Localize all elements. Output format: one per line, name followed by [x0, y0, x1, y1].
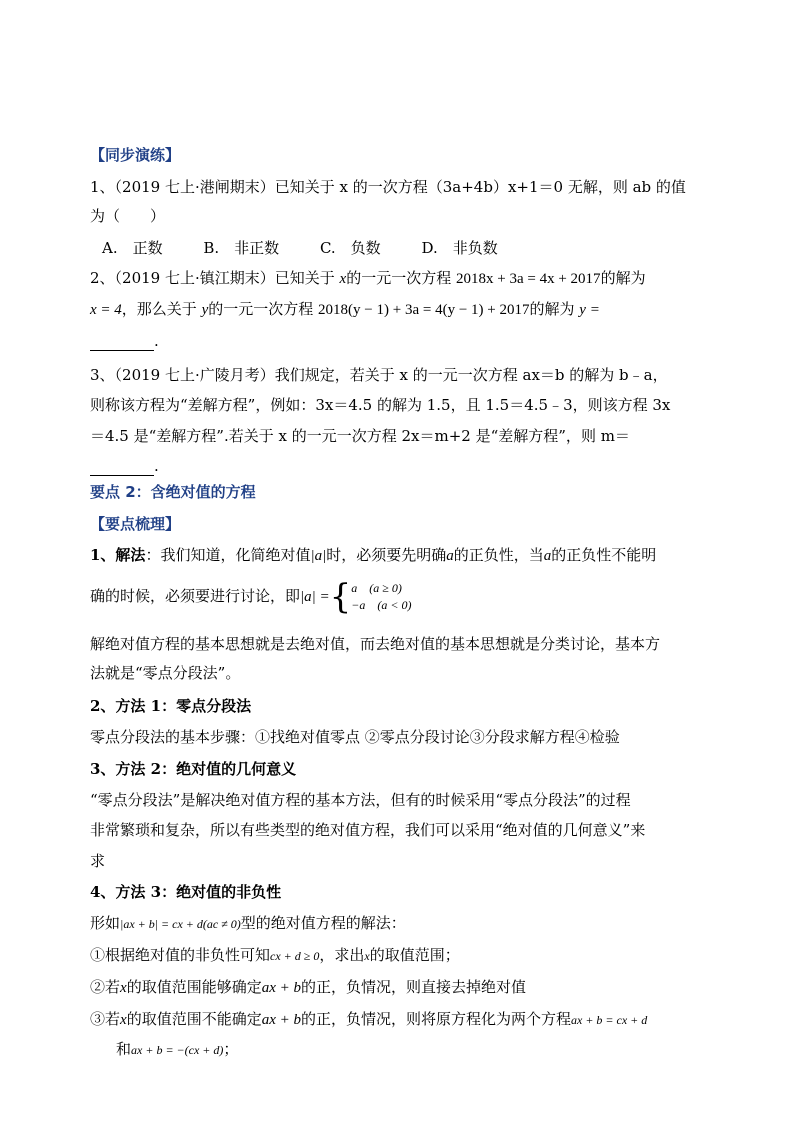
q2-answer-line — [90, 331, 159, 351]
p1-text-b: 时，必须要先明确 — [326, 546, 447, 564]
p4-step3-text-d: 和 — [116, 1040, 132, 1058]
q2-var-y: y — [201, 302, 209, 318]
p4-step3-text-c: 的正，负情况，则将原方程化为两个方程 — [300, 1010, 571, 1028]
p4-line3 — [90, 977, 526, 998]
p4-text-b: 型的绝对值方程的解法： — [240, 914, 406, 932]
p4-step2-var-x: x — [120, 980, 127, 996]
p3-title: 3、方法 2：绝对值的几何意义 — [90, 760, 297, 778]
p4-title: 4、方法 3：绝对值的非负性 — [90, 883, 282, 901]
q2-text-f: 的解为 — [529, 300, 575, 318]
p4-line4 — [90, 1009, 647, 1030]
q2-solution-x: x = 4 — [90, 302, 122, 318]
p1-var-a: a — [446, 548, 454, 564]
q1-option-a: A. 正数 — [102, 239, 163, 257]
p1-abs-lhs: |a| = — [300, 589, 330, 605]
q1-line1: 1、（2019 七上·港闸期末）已知关于 x 的一次方程（3a+4b）x+1＝0 无解，则 ab 的值 — [90, 178, 686, 196]
q2-text-c: 的解为 — [600, 269, 646, 287]
p2-text: 零点分段法的基本步骤：①找绝对值零点 ②零点分段讨论③分段求解方程④检验 — [90, 728, 620, 746]
q1-option-d: D. 非负数 — [421, 239, 498, 257]
left-brace: { — [329, 577, 352, 617]
q2-answer-blank[interactable] — [90, 336, 154, 351]
p4-step1-inequality: cx + d ≥ 0 — [270, 949, 320, 963]
q2-period: . — [154, 332, 159, 350]
section-subtitle-summary: 【要点梳理】 — [90, 515, 181, 533]
p4-step3-text-a: ③若 — [90, 1010, 121, 1028]
q2-text-b: 的一元一次方程 — [346, 269, 452, 287]
p1-line3: 解绝对值方程的基本思想就是去绝对值，而去绝对值的基本思想就是分类讨论，基本方 — [90, 635, 661, 653]
p1-text-d: 的正负性不能明 — [551, 546, 657, 564]
p4-step3-expr: ax + b — [261, 1012, 301, 1028]
p4-step2-text-a: ②若 — [90, 978, 121, 996]
q2-text-d: ，那么关于 — [121, 300, 197, 318]
section-heading-practice: 【同步演练】 — [90, 146, 181, 164]
p1-line1 — [90, 545, 656, 566]
p4-line2 — [90, 945, 460, 966]
piecewise-cases — [351, 580, 411, 614]
q3-line3: ＝4.5 是“差解方程”.若关于 x 的一元一次方程 2x＝m+2 是“差解方程”，则 m＝ — [90, 427, 630, 445]
p4-step2-text-b: 的取值范围能够确定 — [126, 978, 262, 996]
case-negative: −a (a < 0) — [351, 598, 412, 612]
p4-step3-text-b: 的取值范围不能确定 — [126, 1010, 262, 1028]
p4-step3-equation-1: ax + b = cx + d — [571, 1013, 648, 1027]
case-nonnegative: a (a ≥ 0) — [351, 581, 402, 595]
q1-option-c: C. 负数 — [319, 239, 381, 257]
p3-line3: 求 — [90, 852, 106, 870]
p4-text-a: 形如 — [90, 914, 121, 932]
p1-text-c: 的正负性，当 — [453, 546, 544, 564]
p1-line4: 法就是“零点分段法”。 — [90, 664, 241, 682]
q2-equation-1: 2018x + 3a = 4x + 2017 — [456, 271, 601, 287]
p4-step1-text-c: 的取值范围； — [369, 946, 460, 964]
p4-step3-text-e: ； — [223, 1040, 239, 1058]
p4-line5 — [116, 1039, 238, 1060]
p4-step1-var-x: x — [364, 949, 370, 963]
q2-var-x: x — [339, 271, 347, 287]
p3-line1: “零点分段法”是解决绝对值方程的基本方法，但有的时候采用“零点分段法”的过程 — [90, 791, 631, 809]
p4-equation-form: |ax + b| = cx + d(ac ≠ 0) — [120, 917, 241, 931]
q2-text-a: 2、（2019 七上·镇江期末）已知关于 — [90, 269, 335, 287]
q2-line1 — [90, 268, 646, 289]
p4-step3-equation-2: ax + b = −(cx + d) — [131, 1043, 224, 1057]
section-title-key-point-2: 要点 2：含绝对值的方程 — [90, 483, 256, 501]
q2-line2 — [90, 299, 600, 320]
q1-option-b: B. 非正数 — [203, 239, 280, 257]
p4-line1 — [90, 913, 406, 934]
p1-text-a: ：我们知道，化简绝对值 — [145, 546, 311, 564]
p1-line2 — [90, 577, 412, 617]
p2-title: 2、方法 1：零点分段法 — [90, 697, 252, 715]
q2-text-e: 的一元一次方程 — [208, 300, 314, 318]
p4-step1-text-a: ①根据绝对值的非负性可知 — [90, 946, 271, 964]
p4-step2-text-c: 的正，负情况，则直接去掉绝对值 — [300, 978, 526, 996]
p4-step2-expr: ax + b — [261, 980, 301, 996]
q3-line2: 则称该方程为“差解方程”，例如：3x＝4.5 的解为 1.5，且 1.5＝4.5﹣3，则该方程 3x — [90, 396, 671, 414]
p1-label: 1、解法 — [90, 546, 146, 564]
p1-text-e: 确的时候，必须要进行讨论，即 — [90, 587, 301, 605]
q2-answer-label: y = — [579, 302, 600, 318]
p4-step1-text-b: ，求出 — [319, 946, 365, 964]
q3-answer-blank[interactable] — [90, 461, 154, 476]
p3-line2: 非常繁琐和复杂，所以有些类型的绝对值方程，我们可以采用“绝对值的几何意义”来 — [90, 821, 646, 839]
p1-abs-a: |a| — [310, 548, 327, 564]
p1-var-a2: a — [543, 548, 552, 564]
q3-line1: 3、（2019 七上·广陵月考）我们规定，若关于 x 的一元一次方程 ax＝b 的解为 b﹣a， — [90, 366, 668, 384]
q3-answer-line — [90, 456, 159, 476]
q2-equation-2: 2018(y − 1) + 3a = 4(y − 1) + 2017 — [318, 302, 530, 318]
q1-options — [102, 238, 534, 258]
q1-line2: 为（ ） — [90, 207, 166, 225]
q3-period: . — [154, 457, 159, 475]
p4-step3-var-x: x — [120, 1012, 127, 1028]
